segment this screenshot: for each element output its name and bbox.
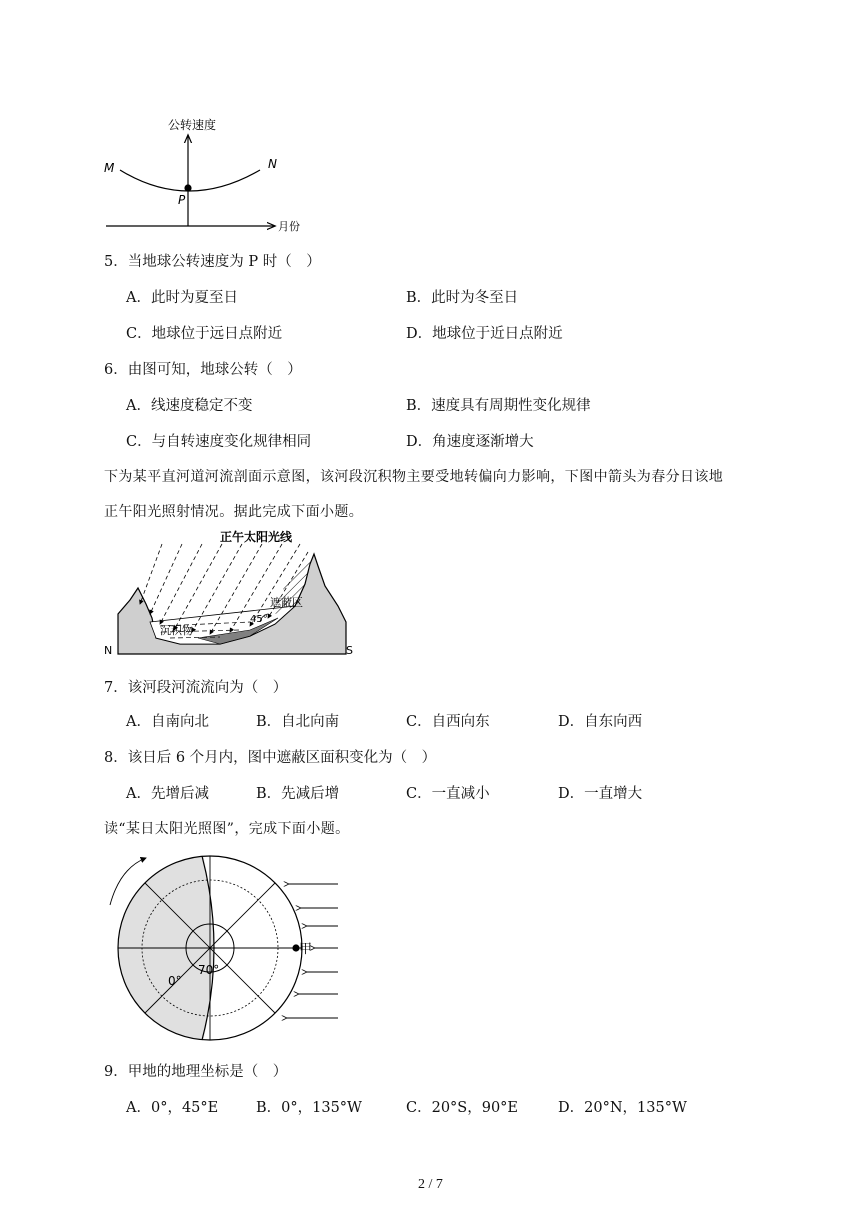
figure-2-title: 正午太阳光线: [220, 530, 293, 544]
question-5-stem: 5．当地球公转速度为 P 时（ ）: [104, 254, 321, 270]
label-north: N: [104, 644, 113, 657]
question-7-stem: 7．该河段河流流向为（ ）: [104, 680, 288, 696]
point-p: [184, 184, 191, 191]
q5-option-b[interactable]: B．此时为冬至日: [406, 290, 519, 306]
q8-option-c[interactable]: C．一直减小: [406, 786, 490, 802]
question-6-stem: 6．由图可知，地球公转（ ）: [104, 362, 302, 378]
q7-option-d[interactable]: D．自东向西: [558, 714, 643, 730]
label-south: S: [346, 644, 353, 657]
angle-label: 45°: [250, 614, 268, 625]
q9-option-d[interactable]: D．20°N，135°W: [558, 1100, 687, 1116]
q5-option-c[interactable]: C．地球位于远日点附近: [126, 326, 283, 342]
label-n: N: [268, 157, 277, 171]
q5-option-d[interactable]: D．地球位于近日点附近: [406, 326, 563, 342]
label-70: 70°: [198, 963, 220, 977]
figure-river-profile: [100, 526, 360, 660]
y-axis-label: 公转速度: [168, 118, 217, 132]
question-9-stem: 9．甲地的地理坐标是（ ）: [104, 1064, 288, 1080]
q6-option-a[interactable]: A．线速度稳定不变: [126, 398, 253, 414]
label-p: P: [178, 193, 186, 207]
q9-option-b[interactable]: B．0°，135°W: [256, 1100, 362, 1116]
q8-option-a[interactable]: A．先增后减: [126, 786, 209, 802]
q6-option-c[interactable]: C．与自转速度变化规律相同: [126, 434, 312, 450]
label-m: M: [104, 161, 115, 175]
q6-option-b[interactable]: B．速度具有周期性变化规律: [406, 398, 591, 414]
passage-2-line-1: 下为某平直河道河流剖面示意图，该河段沉积物主要受地转偏向力影响，下图中箭头为春分日该地: [104, 469, 724, 485]
q5-option-a[interactable]: A．此时为夏至日: [126, 290, 238, 306]
question-8-stem: 8．该日后 6 个月内，图中遮蔽区面积变化为（ ）: [104, 750, 437, 766]
x-axis-label: 月份: [278, 220, 300, 233]
q7-option-b[interactable]: B．自北向南: [256, 714, 340, 730]
q6-option-d[interactable]: D．角速度逐渐增大: [406, 434, 534, 450]
sediment-label: 沉积物: [160, 624, 193, 637]
passage-2-line-2: 正午阳光照射情况。据此完成下面小题。: [104, 504, 364, 520]
q8-option-b[interactable]: B．先减后增: [256, 786, 340, 802]
label-jia: 甲: [299, 942, 313, 957]
q9-option-c[interactable]: C．20°S，90°E: [406, 1100, 519, 1116]
q7-option-a[interactable]: A．自南向北: [126, 714, 209, 730]
figure-revolution-speed: [98, 112, 300, 237]
passage-3-line-1: 读“某日太阳光照图”，完成下面小题。: [104, 821, 350, 837]
figure-sunlight-diagram: [100, 850, 350, 1045]
q8-option-d[interactable]: D．一直增大: [558, 786, 643, 802]
q9-option-a[interactable]: A．0°，45°E: [126, 1100, 219, 1116]
shade-zone-label: 遮蔽区: [270, 596, 303, 609]
label-0: 0°: [168, 974, 182, 988]
page-number: 2 / 7: [418, 1177, 443, 1192]
q7-option-c[interactable]: C．自西向东: [406, 714, 490, 730]
